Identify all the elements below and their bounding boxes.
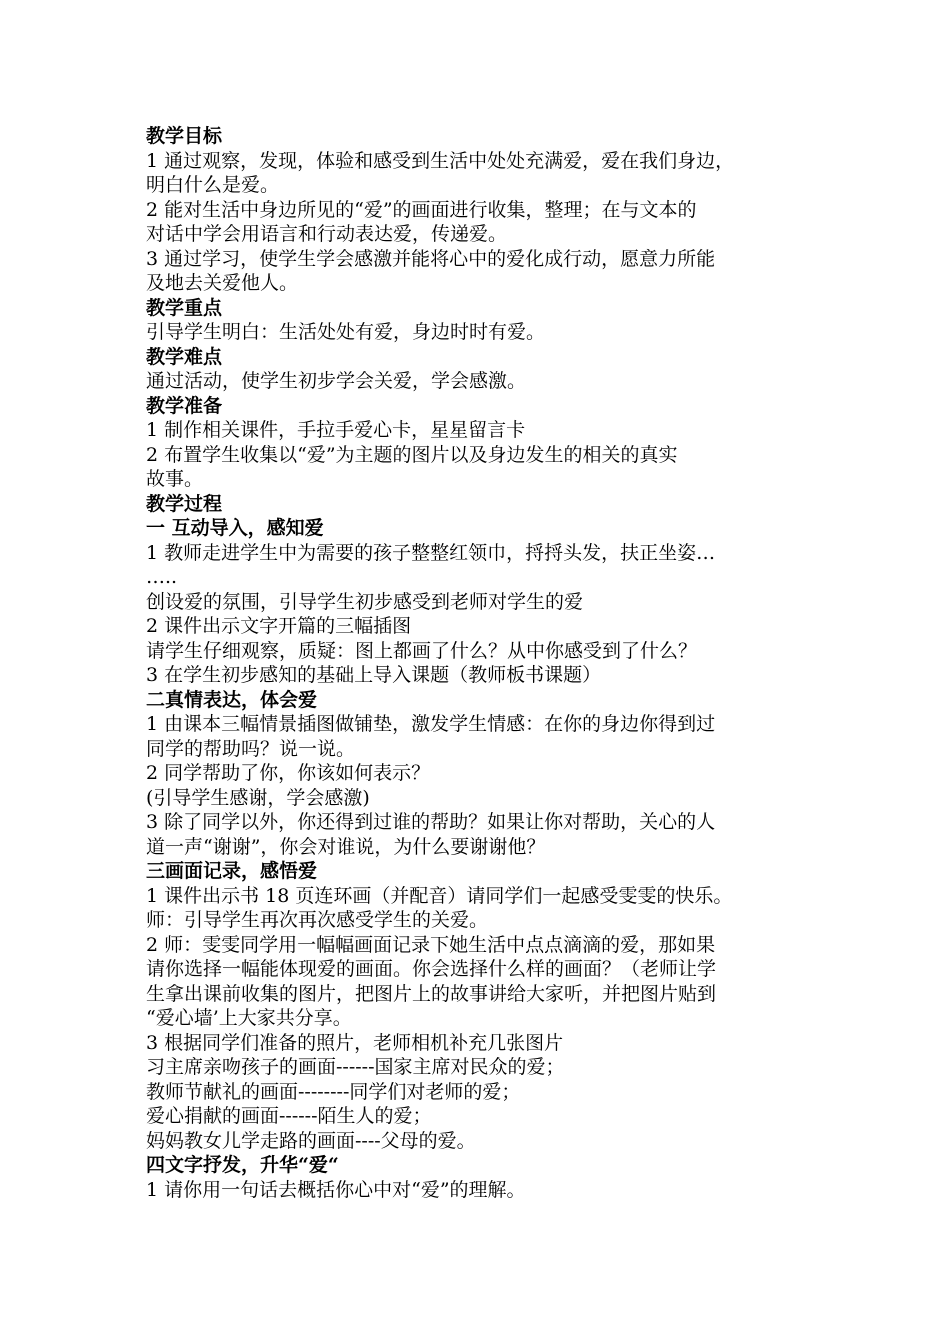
text-line: 1 教师走进学生中为需要的孩子整整红领巾，捋捋头发，扶正坐姿… [146,541,716,564]
section-heading: 二真情表达，体会爱 [146,688,318,711]
section-heading: 三画面记录，感悟爱 [146,860,318,882]
text-line: 3 根据同学们准备的照片，老师相机补充几张图片 [146,1031,564,1054]
text-line: ….. [146,566,178,588]
text-line: 生拿出课前收集的图片，把图片上的故事讲给大家听，并把图片贴到 [146,982,717,1005]
text-line: 爱心捐献的画面------陌生人的爱； [146,1105,432,1127]
text-line: 请你选择一幅能体现爱的画面。你会选择什么样的画面？（老师让学 [146,958,717,980]
text-line: 妈妈教女儿学走路的画面----父母的爱。 [146,1129,476,1152]
section-heading: 教学重点 [146,296,223,319]
section-heading: 教学目标 [146,125,223,147]
text-line: 2 布置学生收集以“爱”为主题的图片以及身边发生的相关的真实 [146,443,678,466]
section-heading: 教学难点 [146,345,223,368]
text-line: 3 通过学习，使学生学会感激并能将心中的爱化成行动，愿意力所能 [146,247,716,270]
section-heading: 教学过程 [146,492,223,515]
text-line: 2 师：雯雯同学用一幅幅画面记录下她生活中点点滴滴的爱，那如果 [146,933,716,956]
text-line: 1 课件出示书 18 页连环画（并配音）请同学们一起感受雯雯的快乐。 [146,884,733,907]
text-line: 2 能对生活中身边所见的“爱”的画面进行收集，整理；在与文本的 [146,198,697,221]
text-line: 故事。 [146,468,204,490]
text-line: 通过活动，使学生初步学会关爱，学会感激。 [146,370,527,392]
text-line: “爱心墙’上大家共分享。 [146,1007,352,1029]
text-line: 创设爱的氛围，引导学生初步感受到老师对学生的爱 [146,590,584,613]
text-line: 1 通过观察，发现，体验和感受到生活中处处充满爱，爱在我们身边， [146,149,735,172]
text-line: 1 请你用一句话去概括你心中对“爱”的理解。 [146,1178,526,1201]
text-line: 2 课件出示文字开篇的三幅插图 [146,615,412,637]
text-line: 请学生仔细观察，质疑：图上都画了什么？从中你感受到了什么？ [146,639,698,662]
text-line: 对话中学会用语言和行动表达爱，传递爱。 [146,223,508,245]
section-heading: 教学准备 [146,394,223,417]
text-line: 教师节献礼的画面--------同学们对老师的爱； [146,1080,521,1103]
text-line: 及地去关爱他人。 [146,272,299,294]
section-heading: 一 互动导入，感知爱 [146,517,324,539]
document-body [146,124,810,1202]
text-line: 道一声“谢谢”，你会对谁说，为什么要谢谢他？ [146,835,546,858]
text-line: 引导学生明白：生活处处有爱，身边时时有爱。 [146,321,546,343]
text-line: 3 在学生初步感知的基础上导入课题（教师板书课题） [146,664,602,686]
text-line: 3 除了同学以外，你还得到过谁的帮助？如果让你对帮助，关心的人 [146,811,716,833]
text-line: 明白什么是爱。 [146,174,280,196]
text-line: 1 制作相关课件，手拉手爱心卡，星星留言卡 [146,419,526,441]
text-line: (引导学生感谢，学会感激) [146,786,370,809]
text-line: 同学的帮助吗？说一说。 [146,737,356,760]
text-line: 2 同学帮助了你，你该如何表示？ [146,762,431,784]
section-heading: 四文字抒发，升华“爱“ [146,1154,339,1176]
text-line: 1 由课本三幅情景插图做铺垫，激发学生情感：在你的身边你得到过 [146,713,716,735]
text-line: 习主席亲吻孩子的画面------国家主席对民众的爱； [146,1056,565,1078]
text-line: 师：引导学生再次再次感受学生的关爱。 [146,909,489,931]
